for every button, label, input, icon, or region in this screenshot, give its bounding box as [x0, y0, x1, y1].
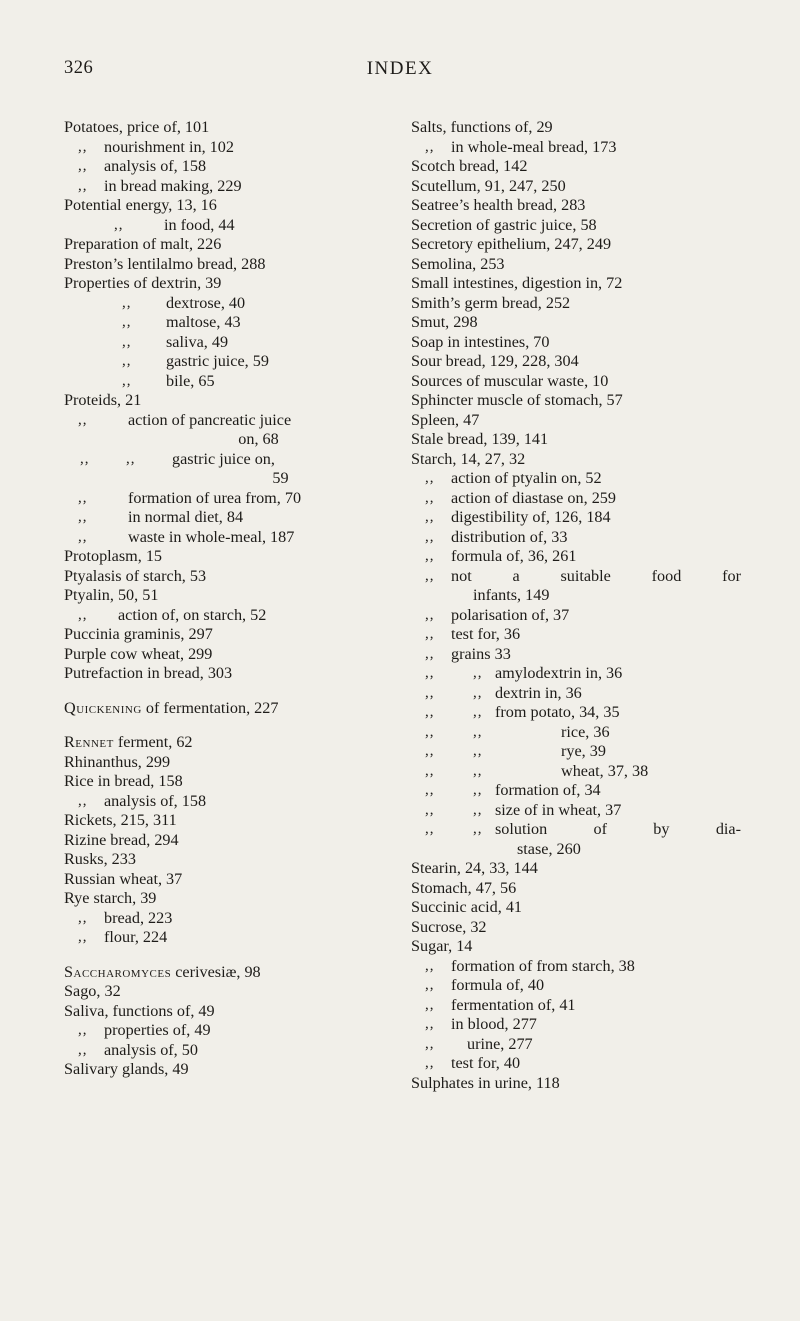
entry-text: Rickets, 215, 311	[64, 811, 177, 829]
entry-text: in normal diet, 84	[128, 508, 244, 526]
index-entry	[411, 391, 741, 411]
entry-text: distribution of, 33	[451, 527, 568, 546]
index-subentry	[411, 1035, 741, 1055]
index-entry	[411, 274, 741, 294]
entry-text: Sources of muscular waste, 10	[411, 371, 609, 390]
index-subentry	[411, 489, 741, 509]
index-subentry	[64, 909, 389, 929]
ditto-mark: ,,	[122, 314, 132, 330]
entry-text: Sugar, 14	[411, 937, 473, 955]
entry-continuation: 59	[272, 469, 289, 487]
index-entry	[64, 699, 389, 719]
entry-text: Scotch bread, 142	[411, 157, 528, 175]
page-header	[0, 58, 800, 88]
entry-text: Sulphates in urine, 118	[411, 1073, 560, 1092]
index-subentry	[411, 976, 741, 996]
index-entry	[64, 586, 389, 606]
index-subentry	[411, 664, 741, 684]
entry-text: polarisation of, 37	[451, 605, 570, 624]
ditto-mark: ,,	[122, 372, 132, 389]
index-subentry	[411, 1054, 741, 1074]
index-subentry	[411, 625, 741, 645]
ditto-mark: ,,	[425, 684, 435, 701]
index-subentry	[64, 372, 389, 392]
index-entry	[411, 372, 741, 392]
entry-text: Salts, functions of, 29	[411, 118, 553, 136]
index-entry	[411, 216, 741, 236]
entry-text: bread, 223	[104, 908, 173, 927]
index-entry	[64, 733, 389, 753]
ditto-mark: ,,	[425, 138, 435, 155]
index-entry	[64, 831, 389, 851]
entry-text: Potential energy, 13, 16	[64, 196, 217, 214]
index-subentry	[64, 157, 389, 177]
index-entry	[411, 450, 741, 470]
index-subentry	[64, 792, 389, 812]
index-subentry	[411, 528, 741, 548]
index-column-left	[64, 118, 389, 1080]
entry-text: Proteids, 21	[64, 391, 142, 409]
entry-text: of fermentation, 227	[141, 698, 279, 717]
index-column-right	[411, 118, 741, 1093]
index-entry	[411, 1074, 741, 1094]
index-subentry	[64, 928, 389, 948]
index-entry	[411, 411, 741, 431]
ditto-mark: ,,	[425, 977, 435, 993]
entry-text: Stomach, 47, 56	[411, 878, 517, 897]
ditto-mark: ,,	[425, 489, 435, 506]
entry-text: action of diastase on, 259	[451, 488, 616, 507]
index-entry	[411, 177, 741, 197]
index-entry	[411, 333, 741, 353]
entry-text: maltose, 43	[166, 313, 241, 331]
ditto-mark: ,,	[425, 762, 435, 779]
index-entry	[411, 235, 741, 255]
ditto-mark: ,,	[473, 743, 483, 759]
index-entry	[64, 391, 389, 411]
index-subentry	[411, 781, 741, 801]
index-entry	[64, 1060, 389, 1080]
ditto-mark: ,,	[425, 528, 435, 545]
ditto-mark: ,,	[78, 138, 88, 155]
entry-text: Ptyalasis of starch, 53	[64, 566, 207, 585]
entry-text: test for, 40	[451, 1054, 521, 1072]
entry-text: Protoplasm, 15	[64, 547, 163, 565]
entry-text: rice, 36	[561, 722, 610, 741]
ditto-mark: ,,	[473, 801, 483, 818]
ditto-mark: ,,	[78, 489, 88, 506]
ditto-mark: ,,	[80, 450, 90, 467]
entry-text: Ptyalin, 50, 51	[64, 586, 159, 604]
ditto-mark: ,,	[425, 723, 435, 740]
ditto-mark: ,,	[425, 821, 435, 837]
ditto-mark: ,,	[122, 353, 132, 369]
ditto-mark: ,,	[473, 723, 483, 740]
index-entry	[64, 1002, 389, 1022]
index-subentry	[64, 216, 389, 236]
entry-text: fermentation of, 41	[451, 995, 576, 1014]
entry-text: Properties of dextrin, 39	[64, 274, 222, 292]
ditto-mark: ,,	[78, 929, 88, 945]
index-subentry	[411, 508, 741, 528]
entry-text: gastric juice on,	[172, 449, 275, 468]
ditto-mark: ,,	[473, 821, 483, 837]
entry-headword: Quickening	[64, 698, 142, 717]
entry-text: Secretion of gastric juice, 58	[411, 215, 597, 234]
index-subentry	[64, 177, 389, 197]
ditto-mark: ,,	[425, 1016, 435, 1032]
entry-text: Puccinia graminis, 297	[64, 625, 213, 643]
entry-text: Starch, 14, 27, 32	[411, 449, 526, 468]
index-subentry	[411, 684, 741, 704]
entry-text: Sphincter muscle of stomach, 57	[411, 391, 623, 409]
ditto-mark: ,,	[473, 782, 483, 798]
index-entry	[64, 547, 389, 567]
entry-text: rye, 39	[561, 742, 606, 760]
ditto-mark: ,,	[78, 411, 88, 428]
index-entry	[411, 879, 741, 899]
ditto-mark: ,,	[78, 1041, 88, 1058]
entry-text: analysis of, 50	[104, 1040, 198, 1059]
entry-text: Scutellum, 91, 247, 250	[411, 176, 566, 195]
entry-text: Salivary glands, 49	[64, 1060, 189, 1078]
index-entry	[64, 889, 389, 909]
entry-text: Smut, 298	[411, 313, 478, 331]
ditto-mark: ,,	[473, 665, 483, 681]
index-entry	[411, 157, 741, 177]
entry-text: waste in whole-meal, 187	[128, 527, 295, 546]
ditto-mark: ,,	[114, 216, 124, 233]
entry-text: saliva, 49	[166, 332, 229, 351]
entry-headword: Saccharomyces	[64, 962, 172, 981]
entry-text: analysis of, 158	[104, 157, 207, 175]
index-subentry	[64, 528, 389, 548]
entry-continuation: stase, 260	[517, 839, 581, 858]
entry-text: flour, 224	[104, 928, 168, 946]
ditto-mark: ,,	[425, 1055, 435, 1071]
entry-text: Rhinanthus, 299	[64, 752, 171, 771]
index-entry	[411, 294, 741, 314]
entry-text: Semolina, 253	[411, 254, 505, 273]
entry-text: in whole-meal bread, 173	[451, 137, 617, 156]
entry-text: Soap in intestines, 70	[411, 332, 550, 351]
entry-text: Succinic acid, 41	[411, 898, 523, 916]
index-entry	[64, 982, 389, 1002]
ditto-mark: ,,	[78, 177, 88, 194]
index-subentry	[411, 1015, 741, 1035]
index-subentry	[411, 996, 741, 1016]
entry-text: dextrin in, 36	[495, 683, 582, 702]
entry-text: in blood, 277	[451, 1015, 537, 1033]
entry-text: Sucrose, 32	[411, 917, 487, 936]
index-subentry	[64, 352, 389, 372]
ditto-mark: ,,	[425, 645, 435, 662]
entry-text: Russian wheat, 37	[64, 869, 183, 888]
index-entry	[64, 870, 389, 890]
index-subentry	[64, 313, 389, 333]
entry-text: formation of, 34	[495, 781, 601, 799]
entry-text: urine, 277	[467, 1034, 533, 1053]
entry-text: digestibility of, 126, 184	[451, 508, 611, 526]
index-subentry	[64, 294, 389, 314]
index-entry	[64, 118, 389, 138]
entry-text: cerivesiæ, 98	[171, 962, 261, 981]
ditto-mark: ,,	[425, 996, 435, 1013]
index-subentry	[411, 547, 741, 567]
index-subentry	[64, 450, 389, 489]
entry-text: Putrefaction in bread, 303	[64, 664, 233, 682]
ditto-mark: ,,	[78, 792, 88, 809]
index-subentry	[411, 742, 741, 762]
ditto-mark: ,,	[78, 528, 88, 545]
entry-text: grains 33	[451, 644, 511, 663]
ditto-mark: ,,	[425, 567, 435, 584]
index-entry	[64, 850, 389, 870]
entry-text: ferment, 62	[113, 733, 193, 751]
index-subentry	[64, 138, 389, 158]
index-entry	[64, 753, 389, 773]
page-title: INDEX	[366, 58, 434, 79]
index-subentry	[411, 645, 741, 665]
index-entry	[64, 772, 389, 792]
entry-text: formula of, 40	[451, 976, 545, 994]
ditto-mark: ,,	[122, 294, 132, 311]
entry-text: Rizine bread, 294	[64, 830, 179, 849]
ditto-mark: ,,	[78, 606, 88, 623]
index-entry	[411, 918, 741, 938]
index-entry	[64, 255, 389, 275]
index-entry	[64, 274, 389, 294]
index-subentry	[411, 957, 741, 977]
ditto-mark: ,,	[425, 626, 435, 642]
entry-text: Small intestines, digestion in, 72	[411, 274, 623, 292]
index-subentry	[411, 762, 741, 782]
index-subentry	[411, 703, 741, 723]
index-entry	[64, 664, 389, 684]
entry-text: not a suitable food for	[451, 566, 741, 585]
index-entry	[64, 625, 389, 645]
ditto-mark: ,,	[78, 1022, 88, 1038]
entry-text: analysis of, 158	[104, 791, 207, 810]
index-subentry	[64, 489, 389, 509]
ditto-mark: ,,	[425, 665, 435, 681]
index-entry	[64, 235, 389, 255]
entry-text: Stearin, 24, 33, 144	[411, 859, 538, 877]
entry-text: amylodextrin in, 36	[495, 664, 623, 682]
ditto-mark: ,,	[473, 704, 483, 720]
entry-text: size of in wheat, 37	[495, 800, 622, 819]
entry-continuation: on, 68	[238, 430, 279, 448]
index-entry	[411, 859, 741, 879]
ditto-mark: ,,	[425, 1035, 435, 1052]
entry-text: formula of, 36, 261	[451, 547, 577, 565]
ditto-mark: ,,	[78, 509, 88, 525]
ditto-mark: ,,	[473, 684, 483, 701]
index-subentry	[411, 606, 741, 626]
entry-text: Sago, 32	[64, 982, 121, 1000]
index-subentry	[411, 567, 741, 606]
entry-headword: Rennet	[64, 733, 114, 751]
index-subentry	[411, 138, 741, 158]
index-entry	[411, 313, 741, 333]
entry-text: in food, 44	[164, 215, 235, 234]
entry-text: gastric juice, 59	[166, 352, 269, 370]
entry-text: Preparation of malt, 226	[64, 235, 222, 253]
ditto-mark: ,,	[425, 704, 435, 720]
index-subentry	[64, 411, 389, 450]
index-entry	[64, 811, 389, 831]
index-entry	[64, 196, 389, 216]
index-entry	[411, 430, 741, 450]
index-entry	[411, 255, 741, 275]
index-entry	[411, 898, 741, 918]
entry-text: bile, 65	[166, 371, 215, 390]
entry-text: Rusks, 233	[64, 850, 136, 868]
ditto-mark: ,,	[425, 782, 435, 798]
entry-text: in bread making, 229	[104, 176, 242, 195]
index-subentry	[64, 508, 389, 528]
entry-text: wheat, 37, 38	[561, 761, 649, 780]
page-number: 326	[64, 58, 94, 78]
ditto-mark: ,,	[425, 606, 435, 623]
ditto-mark: ,,	[122, 333, 132, 350]
entry-text: action of pancreatic juice	[128, 410, 292, 429]
index-entry	[64, 645, 389, 665]
entry-text: nourishment in, 102	[104, 137, 234, 156]
index-subentry	[64, 606, 389, 626]
entry-text: Secretory epithelium, 247, 249	[411, 235, 612, 253]
ditto-mark: ,,	[425, 957, 435, 974]
ditto-mark: ,,	[425, 801, 435, 818]
ditto-mark: ,,	[425, 470, 435, 486]
entry-text: Rye starch, 39	[64, 889, 157, 907]
entry-text: properties of, 49	[104, 1021, 211, 1039]
index-subentry	[411, 469, 741, 489]
index-subentry	[64, 1021, 389, 1041]
entry-text: action of, on starch, 52	[118, 605, 267, 624]
index-subentry	[64, 1041, 389, 1061]
ditto-mark: ,,	[425, 743, 435, 759]
entry-text: dextrose, 40	[166, 293, 246, 312]
index-subentry	[64, 333, 389, 353]
entry-text: Spleen, 47	[411, 410, 480, 429]
entry-text: test for, 36	[451, 625, 521, 643]
entry-text: formation of from starch, 38	[451, 956, 635, 975]
ditto-mark: ,,	[425, 548, 435, 564]
index-subentry	[411, 820, 741, 859]
entry-text: Smith’s germ bread, 252	[411, 293, 571, 312]
ditto-mark: ,,	[473, 762, 483, 779]
ditto-mark: ,,	[78, 158, 88, 174]
index-entry	[64, 963, 389, 983]
index-entry	[64, 567, 389, 587]
ditto-mark: ,,	[425, 509, 435, 525]
index-entry	[411, 118, 741, 138]
index-entry	[411, 352, 741, 372]
ditto-mark: ,,	[78, 909, 88, 926]
entry-text: Preston’s lentilalmo bread, 288	[64, 254, 266, 273]
entry-text: Potatoes, price of, 101	[64, 118, 210, 136]
entry-text: formation of urea from, 70	[128, 488, 302, 507]
entry-text: Sour bread, 129, 228, 304	[411, 352, 579, 370]
index-entry	[411, 196, 741, 216]
entry-text: Purple cow wheat, 299	[64, 644, 213, 663]
entry-text: Rice in bread, 158	[64, 772, 183, 790]
entry-continuation: infants, 149	[473, 586, 550, 604]
entry-text: Saliva, functions of, 49	[64, 1001, 215, 1020]
entry-text: solution of by dia-	[495, 820, 741, 838]
entry-text: Seatree’s health bread, 283	[411, 196, 586, 214]
ditto-mark: ,,	[126, 450, 136, 467]
entry-text: action of ptyalin on, 52	[451, 469, 602, 487]
index-entry	[411, 937, 741, 957]
entry-text: from potato, 34, 35	[495, 703, 620, 721]
index-subentry	[411, 801, 741, 821]
index-subentry	[411, 723, 741, 743]
entry-text: Stale bread, 139, 141	[411, 430, 549, 448]
